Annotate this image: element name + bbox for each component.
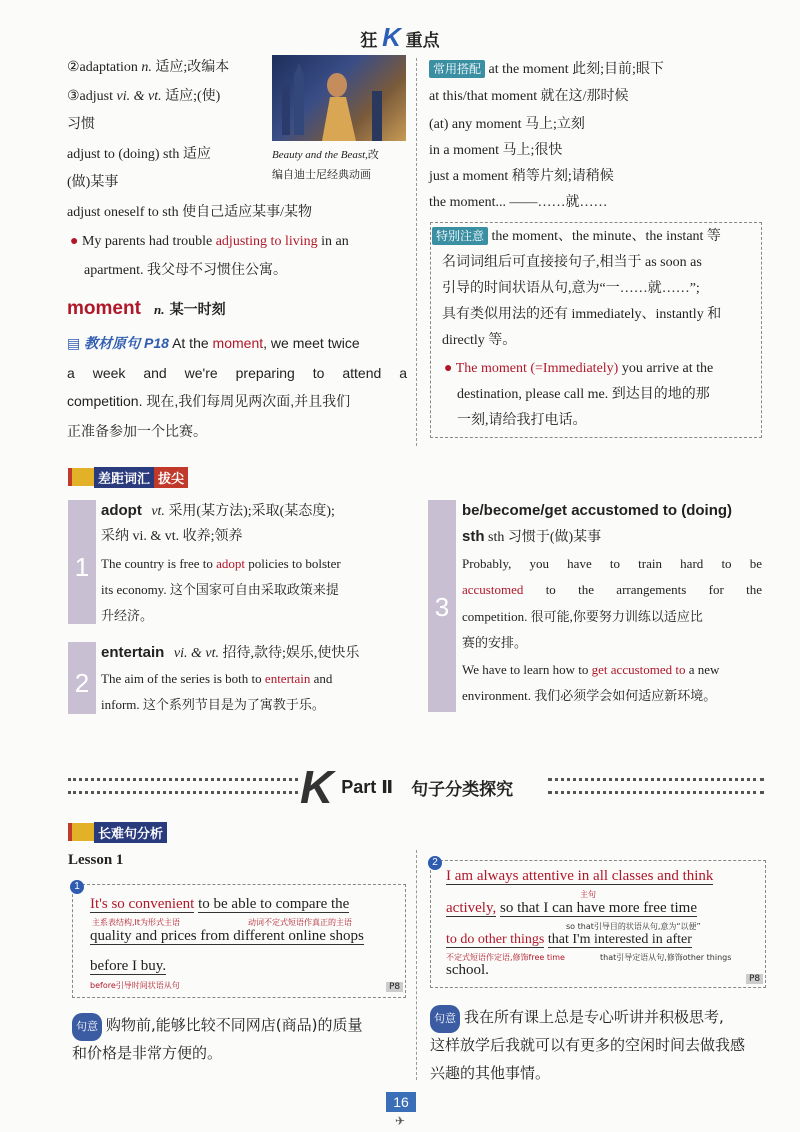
- s2-translation-3: 兴趣的其他事情。: [430, 1064, 551, 1082]
- book-icon: ▤: [67, 335, 81, 351]
- adapt-example: ● My parents had trouble adjusting to living in an: [70, 234, 349, 249]
- meaning-badge-1: 句意: [72, 1013, 102, 1041]
- sentence-2-number: 2: [428, 856, 442, 870]
- accustomed-ex2: accustomed to the arrangements for the: [462, 582, 762, 597]
- accustomed-ex6: environment. 我们必须学会如何适应新环境。: [462, 688, 717, 703]
- number-box-3: 3: [428, 500, 456, 712]
- adopt-def2: 采纳 vi. & vt. 收养;领养: [101, 529, 243, 544]
- s2-ann3a: 不定式短语作定语,修饰free time: [446, 953, 565, 962]
- note-5: directly 等。: [442, 333, 517, 348]
- page-number: 16: [386, 1092, 416, 1112]
- adapt-line4b: (做)某事: [67, 175, 119, 190]
- note-example-2: destination, please call me. 到达目的地的那: [457, 387, 710, 402]
- k-logo-large-icon: K: [300, 761, 334, 813]
- adapt-line1: ②adaptation n. 适应;改编本: [67, 60, 230, 75]
- accustomed-ex3: competition. 很可能,你要努力训练以适应比: [462, 609, 703, 624]
- note-1: 特别注意 the moment、the minute、the instant 等: [432, 224, 721, 250]
- number-box-2: 2: [68, 642, 96, 714]
- special-note-tag: 特别注意: [432, 227, 488, 245]
- entertain-def: entertain vi. & vt. 招待,款待;娱乐,使快乐: [101, 644, 360, 661]
- s2-ann3b: that引导定语从句,修饰other things: [600, 953, 732, 962]
- beauty-beast-image: [272, 55, 406, 141]
- column-divider: [416, 58, 417, 446]
- part-divider-left: [68, 778, 298, 794]
- entertain-ex1: The aim of the series is both to entertain and: [101, 671, 333, 686]
- s2-page-tag: P8: [746, 974, 763, 984]
- page-header: [0, 22, 800, 53]
- s2-line4: school.: [446, 962, 489, 978]
- moment-s2: a week and we're preparing to attend a: [67, 365, 407, 381]
- book-open-icon: [68, 468, 94, 486]
- adapt-line5: adjust oneself to sth 使自己适应某事/某物: [67, 205, 312, 220]
- header-left: 狂: [360, 31, 378, 50]
- adopt-ex3: 升经济。: [101, 608, 154, 623]
- castle-figure-icon: [272, 55, 406, 141]
- s1-ann1b: 动词不定式短语作真正的主语: [248, 918, 352, 927]
- note-4: 具有类似用法的还有 immediately、instantly 和: [442, 307, 722, 322]
- accustomed-def2: sth sth 习惯于(做)某事: [462, 528, 602, 545]
- s1-line2: quality and prices from different online shops: [90, 928, 364, 944]
- moment-s3: competition. 现在,我们每周见两次面,并且我们: [67, 393, 351, 409]
- adopt-def: adopt vt. 采用(某方法);采取(某态度);: [101, 502, 335, 519]
- note-2: 名词词组后可直接接句子,相当于 as soon as: [442, 255, 702, 270]
- adapt-line2: ③adjust vi. & vt. 适应;(使): [67, 89, 221, 104]
- note-example-1: ● The moment (=Immediately) you arrive at the: [444, 361, 714, 376]
- s1-translation-2: 和价格是非常方便的。: [72, 1044, 223, 1062]
- accustomed-ex4: 赛的安排。: [462, 635, 528, 650]
- s1-page-tag: P8: [386, 982, 403, 992]
- collocation-3: (at) any moment 马上;立刻: [429, 117, 585, 132]
- s1-line1: It's so convenient to be able to compare the: [90, 896, 350, 912]
- image-caption: Beauty and the Beast,改 编自迪士尼经典动画: [272, 149, 379, 181]
- part-banner: K Part Ⅱ 句子分类探究: [300, 761, 514, 813]
- adapt-line3: 习惯: [67, 117, 95, 132]
- s2-line2: actively, so that I can have more free time: [446, 900, 698, 916]
- s2-ann0: 主句: [580, 890, 596, 899]
- s2-ann2: so that引导目的状语从句,意为“以便”: [566, 922, 701, 931]
- meaning-badge-2: 句意: [430, 1005, 460, 1033]
- number-box-1: 1: [68, 500, 96, 624]
- k-logo-icon: K: [382, 22, 401, 52]
- sentence-1-number: 1: [70, 880, 84, 894]
- s1-translation-1: 句意 购物前,能够比较不同网店(商品)的质量: [72, 1012, 362, 1041]
- adopt-ex1: The country is free to adopt policies to bolster: [101, 556, 341, 571]
- collocation-6: the moment... ——……就……: [429, 195, 608, 210]
- bird-icon: ✈: [395, 1114, 406, 1128]
- column-divider-bottom: [416, 850, 417, 1080]
- book-open-icon-2: [68, 823, 94, 841]
- long-sentence-label: 长难句分析: [68, 822, 167, 842]
- adapt-example-cn: apartment. 我父母不习惯住公寓。: [84, 263, 287, 278]
- header-right: 重点: [405, 31, 440, 50]
- s1-ann1a: 主系表结构,It为形式主语: [92, 918, 181, 927]
- s2-line3: to do other things that I'm interested in after: [446, 932, 692, 947]
- s2-translation-1: 句意 我在所有课上总是专心听讲并积极思考,: [430, 1004, 724, 1033]
- s1-line3: before I buy.: [90, 958, 167, 974]
- accustomed-ex5: We have to learn how to get accustomed to a new: [462, 662, 720, 677]
- accustomed-def: be/become/get accustomed to (doing): [462, 502, 733, 519]
- part-divider-right: [548, 778, 764, 794]
- collocation-2: at this/that moment 就在这/那时候: [429, 89, 629, 104]
- accustomed-ex1: Probably, you have to train hard to be: [462, 556, 762, 571]
- adapt-line4a: adjust to (doing) sth 适应: [67, 147, 211, 162]
- collocation-1: 常用搭配 at the moment 此刻;目前;眼下: [429, 57, 664, 83]
- collocation-tag: 常用搭配: [429, 60, 485, 78]
- s2-translation-2: 这样放学后我就可以有更多的空闲时间去做我感: [430, 1036, 746, 1054]
- note-3: 引导的时间状语从句,意为“一……就……”;: [442, 281, 700, 296]
- entertain-ex2: inform. 这个系列节目是为了寓教于乐。: [101, 697, 325, 712]
- s1-ann3: before引导时间状语从句: [90, 981, 180, 990]
- s2-line1: I am always attentive in all classes and think: [446, 868, 714, 884]
- collocation-5: just a moment 稍等片刻;请稍候: [429, 169, 614, 184]
- collocation-4: in a moment 马上;很快: [429, 143, 563, 158]
- adopt-ex2: its economy. 这个国家可自由采取政策来提: [101, 582, 339, 597]
- moment-source: ▤ 教材原句 P18 At the moment, we meet twice: [67, 335, 360, 351]
- note-example-3: 一刻,请给我打电话。: [457, 413, 587, 428]
- moment-s4: 正准备参加一个比赛。: [67, 423, 207, 439]
- moment-heading: moment n. 某一时刻: [67, 298, 226, 319]
- gap-vocab-label: 差距词汇 拔尖: [68, 467, 188, 487]
- lesson-label: Lesson 1: [68, 852, 124, 868]
